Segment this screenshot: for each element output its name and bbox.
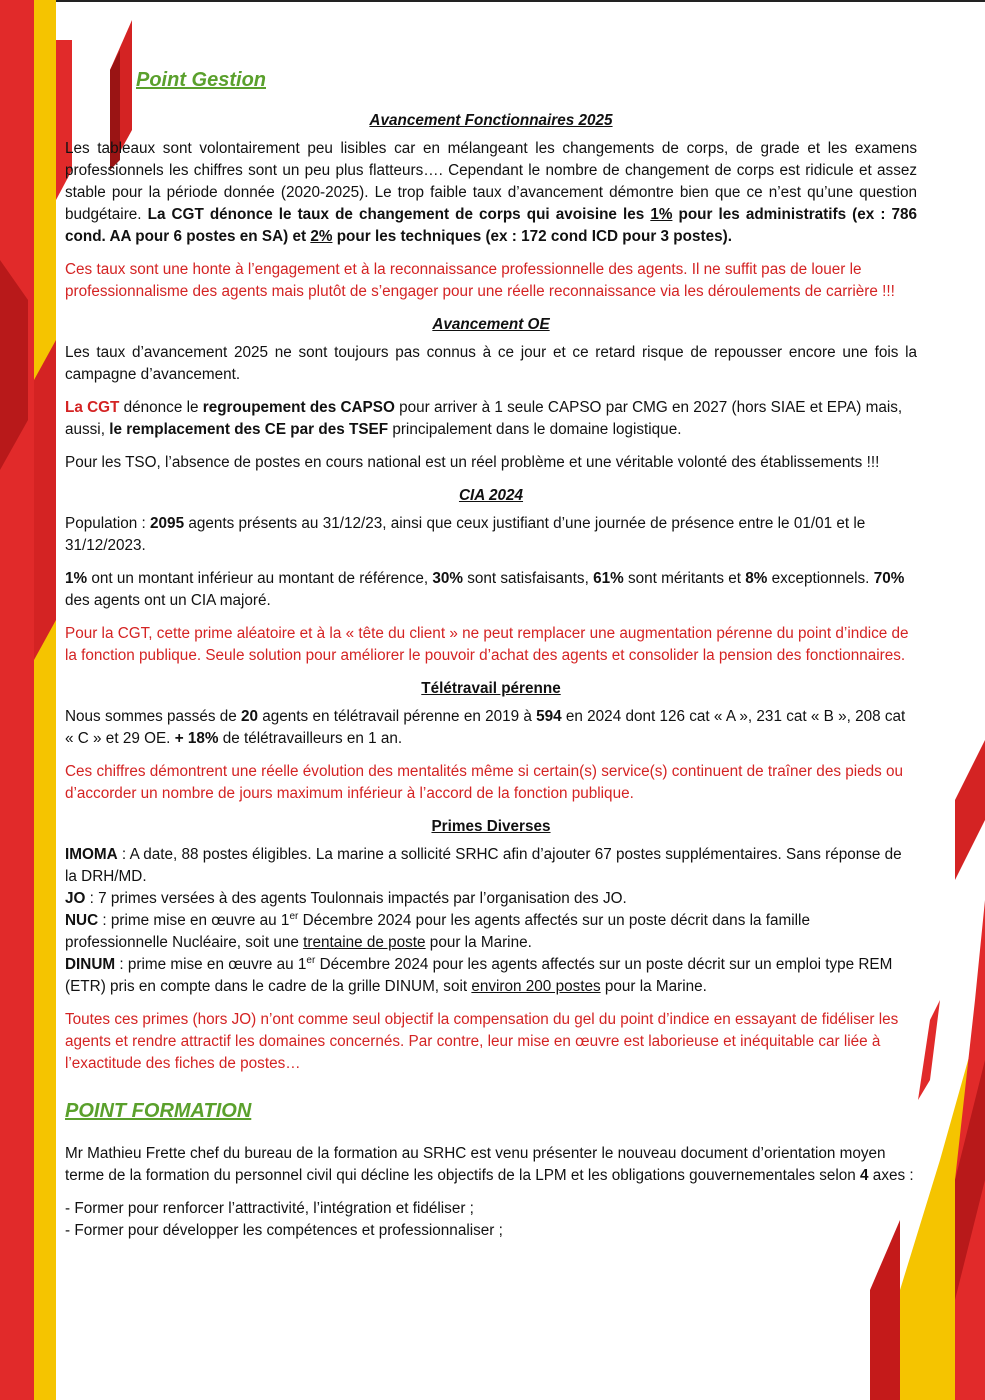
point-formation-heading: POINT FORMATION — [65, 1100, 252, 1122]
text-run: Les tableaux sont volontairement peu lisibles car en mélangeant les changements de corps, de grade et les examens professionnels les chiffres sont un peu plus flatteurs…. Cependant le nombre de changement de corps est ridicule et assez stable pour la période donnée (2020-2025). Le trop faible taux d’avancement démontre bien que ce n’est qu’une question budgétaire. — [65, 140, 917, 223]
text-run: Décembre 2024 pour les agents affectés sur un poste décrit dans la famille professionnelle Nucléaire, soit une — [65, 912, 810, 951]
right-red-blade-mid — [918, 1000, 940, 1100]
right-red-wedge-top — [955, 740, 985, 880]
red-statement-teletravail: Ces chiffres démontrent une réelle évolution des mentalités même si certain(s) service(s) continuent de traîner des pieds ou d’accorder un nombre de jours maximum inférieur à l’accord de la fonction publique. — [65, 763, 904, 802]
text-run: de télétravailleurs en 1 an. — [218, 730, 403, 747]
formation-axes-list — [65, 1198, 917, 1242]
list-item: - Former pour renforcer l’attractivité, l’intégration et fidéliser ; — [65, 1200, 474, 1217]
section-title-cia: CIA 2024 — [458, 487, 524, 504]
text-run: Population : — [65, 515, 151, 532]
paragraph-oe-capso — [65, 397, 917, 441]
paragraph-cia-population — [65, 513, 917, 557]
prime-nuc — [65, 910, 917, 954]
text-run: Nous sommes passés de — [65, 708, 241, 725]
bold-number: 2095 — [150, 515, 185, 532]
bold-text: pour les administratifs (ex : 786 cond. AA pour 6 postes en SA) et — [65, 206, 917, 245]
text-run: principalement dans le domaine logistique. — [388, 421, 682, 438]
section-title-avancement-fonctionnaires: Avancement Fonctionnaires 2025 — [369, 112, 613, 129]
bold-number: 30% — [432, 570, 463, 587]
text-run: : A date, 88 postes éligibles. La marine a sollicité SRHC afin d’ajouter 67 postes supplémentaires. Sans réponse de la DRH/MD. — [65, 846, 902, 885]
bold-number: 20 — [241, 708, 259, 725]
bold-number: 1% — [65, 570, 88, 587]
left-red-stripe — [0, 0, 34, 1400]
paragraph-formation — [65, 1143, 917, 1187]
paragraph-oe-tso: Pour les TSO, l’absence de postes en cours national est un réel problème et une véritable volonté des établissements !!! — [65, 454, 880, 471]
text-run: Décembre 2024 pour les agents affectés sur un poste décrit sur un emploi type REM (ETR) pris en compte dans le cadre de la grille DINUM, soit — [65, 956, 893, 995]
text-run: : prime mise en œuvre au 1 — [115, 956, 307, 973]
underlined-percent: 1% — [650, 206, 673, 223]
paragraph-teletravail — [65, 706, 917, 750]
right-deep-red-blade — [870, 1220, 900, 1400]
bold-number: + 18% — [174, 730, 219, 747]
left-yellow-stripe — [34, 0, 56, 1400]
left-lower-red — [34, 340, 56, 660]
primes-list — [65, 844, 917, 998]
text-run: pour la Marine. — [600, 978, 707, 995]
superscript: er — [306, 954, 316, 966]
red-statement-cia: Pour la CGT, cette prime aléatoire et à la « tête du client » ne peut remplacer une augmentation pérenne du point d’indice de la fonction publique. Seule solution pour améliorer le pouvoir d’achat des agents et consolider la pension des fonctionnaires. — [65, 625, 909, 664]
text-run: axes : — [868, 1167, 914, 1184]
text-run: : 7 primes versées à des agents Toulonnais impactés par l’organisation des JO. — [85, 890, 627, 907]
section-title-primes: Primes Diverses — [431, 818, 551, 835]
text-run: sont satisfaisants, — [462, 570, 594, 587]
document-body — [65, 66, 917, 1242]
bold-number: 4 — [860, 1167, 869, 1184]
text-run: pour la Marine. — [425, 934, 532, 951]
bold-text: pour les techniques (ex : 172 cond ICD pour 3 postes). — [332, 228, 732, 245]
text-run: dénonce le — [119, 399, 203, 416]
prime-imoma — [65, 844, 917, 888]
text-run: en 2024 dont 126 cat « A », 231 cat « B », 208 cat « C » et 29 OE. — [65, 708, 906, 747]
paragraph-avancement-fonctionnaires — [65, 138, 917, 248]
prime-label: JO — [65, 890, 86, 907]
text-run: : prime mise en œuvre au 1 — [98, 912, 290, 929]
text-run: pour arriver à 1 seule CAPSO par CMG en 2027 (hors SIAE et EPA) mais, aussi, — [65, 399, 903, 438]
section-title-teletravail: Télétravail pérenne — [421, 680, 561, 697]
prime-label: IMOMA — [65, 846, 118, 863]
superscript: er — [289, 910, 299, 922]
text-run: Mr Mathieu Frette chef du bureau de la formation au SRHC est venu présenter le nouveau document d’orientation moyen terme de la formation du personnel civil qui décline les objectifs de la LPM et les obligations gouvernementales selon — [65, 1145, 886, 1184]
paragraph-cia-repartition — [65, 568, 917, 612]
red-statement-avancement: Ces taux sont une honte à l’engagement et à la reconnaissance professionnelle des agents. Il ne suffit pas de louer le professionnalisme des agents mais plutôt de s’engager pour une réelle reconnaissance via les déroulements de carrière !!! — [65, 261, 895, 300]
underlined-percent: 2% — [310, 228, 333, 245]
text-run: agents en télétravail pérenne en 2019 à — [258, 708, 537, 725]
bold-text: La CGT dénonce le taux de changement de corps qui avoisine les — [147, 206, 651, 223]
text-run: des agents ont un CIA majoré. — [65, 592, 271, 609]
prime-jo — [65, 888, 917, 910]
paragraph-oe-taux: Les taux d’avancement 2025 ne sont toujours pas connus à ce jour et ce retard risque de repousser encore une fois la campagne d’avancement. — [65, 344, 917, 383]
text-run: sont méritants et — [623, 570, 746, 587]
section-title-avancement-oe: Avancement OE — [432, 316, 550, 333]
text-run: ont un montant inférieur au montant de référence, — [87, 570, 433, 587]
bold-text: regroupement des CAPSO — [202, 399, 395, 416]
prime-label: DINUM — [65, 956, 116, 973]
point-gestion-heading: Point Gestion — [136, 69, 266, 91]
bold-number: 594 — [536, 708, 562, 725]
prime-dinum — [65, 954, 917, 998]
underlined-text: environ 200 postes — [471, 978, 601, 995]
prime-label: NUC — [65, 912, 99, 929]
cgt-label: La CGT — [65, 399, 120, 416]
bold-number: 8% — [745, 570, 768, 587]
underlined-text: trentaine de poste — [303, 934, 426, 951]
bold-text: le remplacement des CE par des TSEF — [109, 421, 389, 438]
red-statement-primes: Toutes ces primes (hors JO) n’ont comme seul objectif la compensation du gel du point d’indice en essayant de fidéliser les agents et rendre attractif les domaines concernés. Par contre, leur mise en œuvre est laborieuse et inéquitable car liée à l’exactitude des fiches de postes… — [65, 1011, 899, 1072]
bold-number: 61% — [593, 570, 624, 587]
bold-number: 70% — [873, 570, 905, 587]
text-run: agents présents au 31/12/23, ainsi que ceux justifiant d’une journée de présence entre le 01/01 et le 31/12/2023. — [65, 515, 866, 554]
list-item: - Former pour développer les compétences et professionnaliser ; — [65, 1222, 503, 1239]
text-run: exceptionnels. — [767, 570, 874, 587]
